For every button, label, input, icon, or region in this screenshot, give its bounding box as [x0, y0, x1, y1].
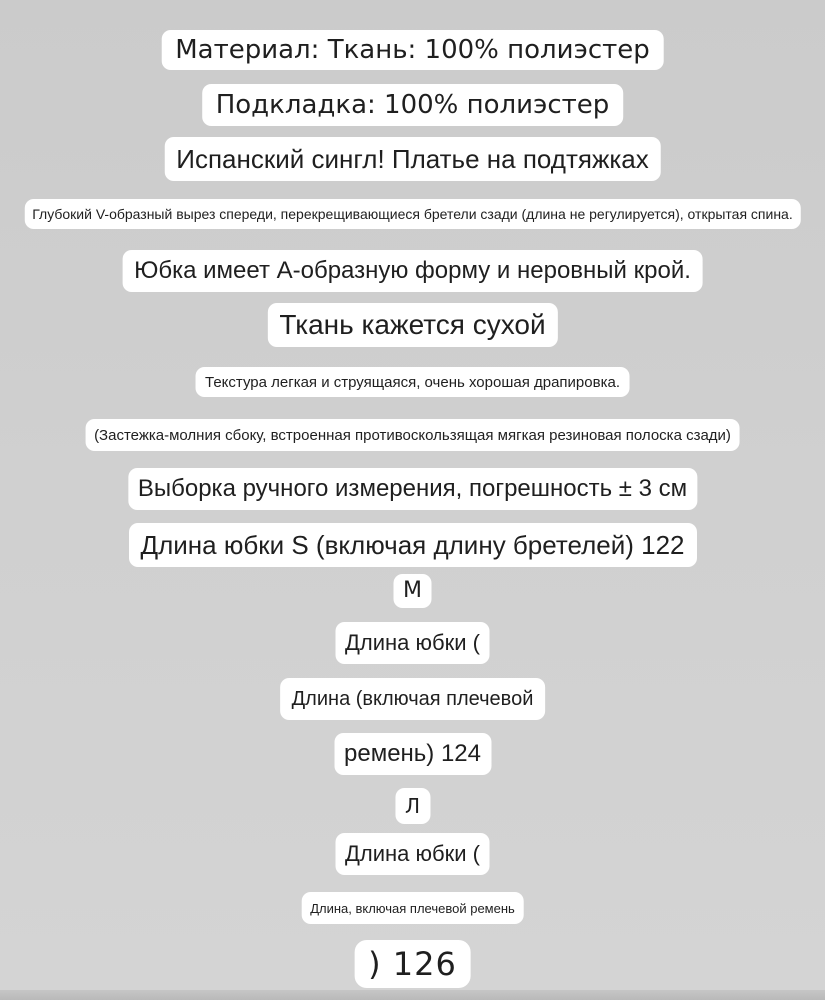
text-line-measurement-note: Выборка ручного измерения, погрешность ± 3 см [128, 468, 697, 510]
text-line-zipper: (Застежка-молния сбоку, встроенная противоскользящая мягкая резиновая полоска сзади) [85, 419, 740, 451]
text-line-fabric-feel: Ткань кажется сухой [267, 303, 557, 347]
text-line-size-l: Л [395, 788, 430, 824]
text-line-lining: Подкладка: 100% полиэстер [202, 84, 624, 126]
text-line-size-l-strap-note: Длина, включая плечевой ремень [301, 892, 524, 924]
text-line-size-s-length: Длина юбки S (включая длину бретелей) 122 [129, 523, 697, 567]
text-line-product-title: Испанский сингл! Платье на подтяжках [164, 137, 661, 181]
text-line-size-m-skirt-length: Длина юбки ( [335, 622, 490, 664]
text-line-material: Материал: Ткань: 100% полиэстер [161, 30, 664, 70]
text-line-skirt-shape: Юбка имеет А-образную форму и неровный крой. [122, 250, 703, 292]
text-line-texture: Текстура легкая и струящаяся, очень хорошая драпировка. [195, 367, 630, 397]
bottom-edge-strip [0, 990, 825, 1000]
text-line-size-l-value: ) 126 [354, 940, 471, 988]
text-line-neckline: Глубокий V-образный вырез спереди, перекрещивающиеся бретели сзади (длина не регулируется), открытая спина. [24, 199, 800, 229]
text-line-size-l-skirt-length: Длина юбки ( [335, 833, 490, 875]
text-line-size-m: М [393, 574, 432, 608]
text-line-size-m-value: ремень) 124 [334, 733, 491, 775]
text-line-size-m-strap-note: Длина (включая плечевой [280, 678, 546, 720]
